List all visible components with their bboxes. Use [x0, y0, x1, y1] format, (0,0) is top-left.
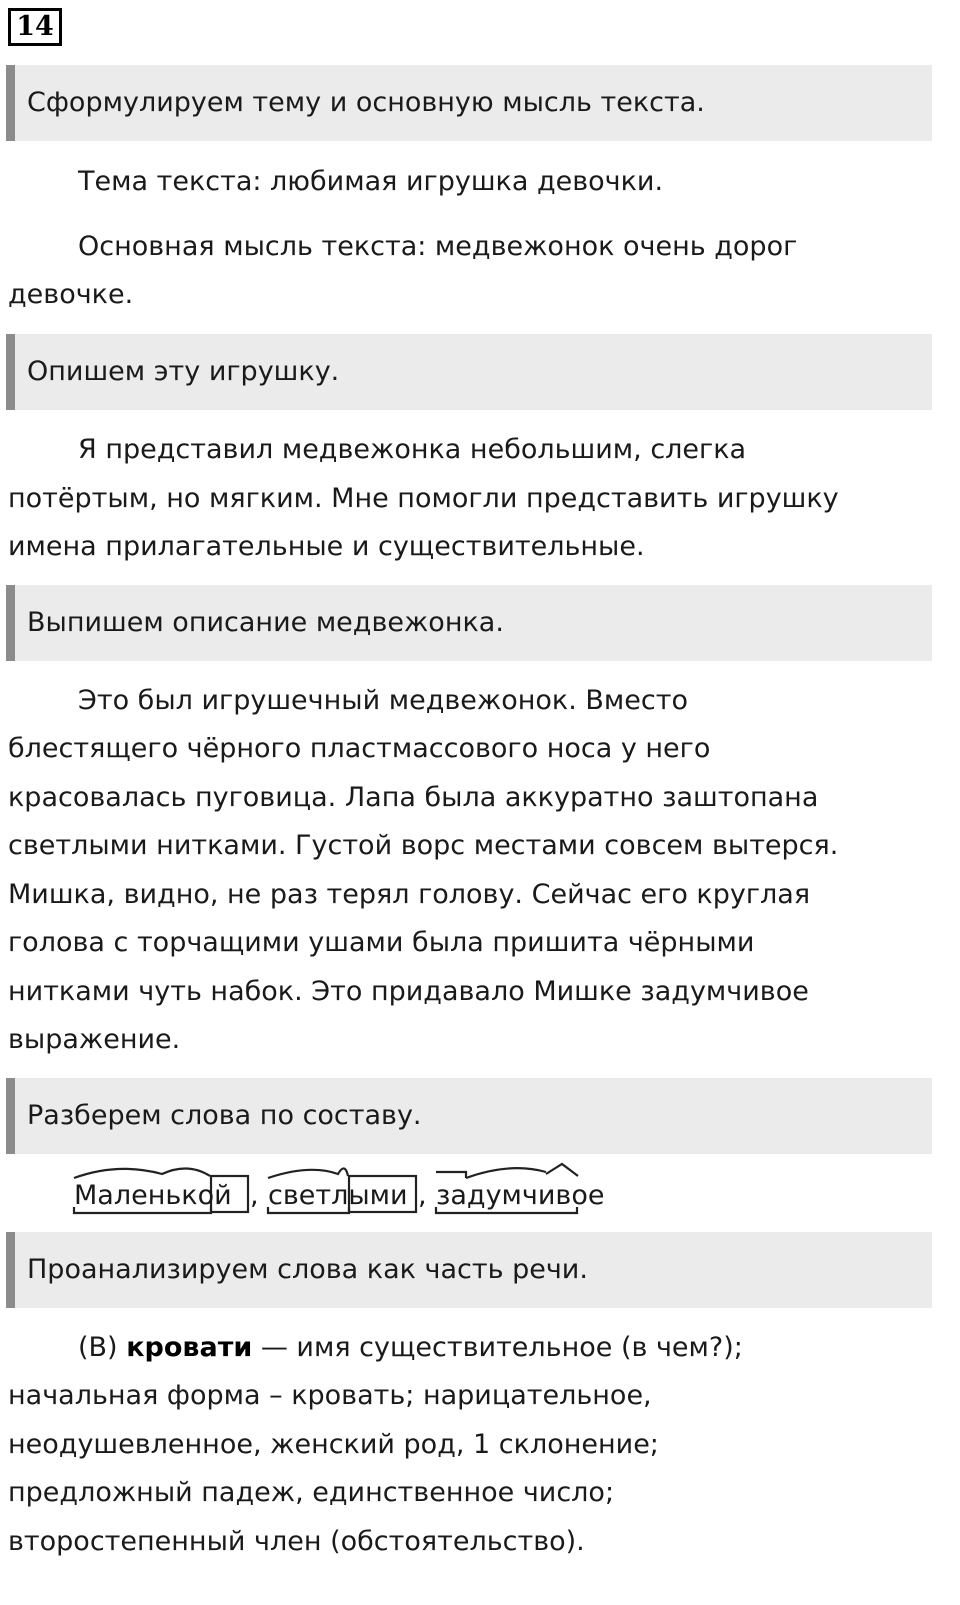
section-heading-excerpt	[6, 585, 932, 661]
analysis-line: неодушевленное, женский род, 1 склонение;	[8, 1429, 659, 1460]
excerpt-line: Это был игрушечный медвежонок. Вместо	[78, 685, 688, 716]
section-heading-text: Выпишем описание медвежонка.	[27, 607, 504, 638]
section-heading-text: Сформулируем тему и основную мысль текста.	[27, 87, 705, 118]
section-heading-theme	[6, 65, 932, 141]
morpheme-word: светлыми	[268, 1180, 408, 1211]
analysis-word: кровати	[126, 1332, 253, 1363]
main-idea-line: Основная мысль текста: медвежонок очень дорог	[78, 231, 798, 262]
morpheme-word: задумчивое	[436, 1180, 605, 1211]
morpheme-word: Маленькой	[74, 1180, 232, 1211]
excerpt-line: блестящего чёрного пластмассового носа у него	[8, 733, 711, 764]
section-heading-text: Проанализируем слова как часть речи.	[27, 1254, 588, 1285]
section-heading-morphemes	[6, 1078, 932, 1154]
morpheme-analysis	[70, 1160, 690, 1220]
excerpt-line: голова с торчащими ушами была пришита чёрными	[8, 927, 755, 958]
excerpt-line: красовалась пуговица. Лапа была аккуратно заштопана	[8, 782, 819, 813]
describe-line: имена прилагательные и существительные.	[8, 531, 645, 562]
describe-line: Я представил медвежонка небольшим, слегка	[78, 434, 747, 465]
excerpt-line: нитками чуть набок. Это придавало Мишке задумчивое	[8, 976, 809, 1007]
describe-line: потёртым, но мягким. Мне помогли представить игрушку	[8, 483, 839, 514]
excerpt-line: светлыми нитками. Густой ворс местами совсем вытерся.	[8, 830, 839, 861]
section-heading-analysis	[6, 1232, 932, 1308]
analysis-line: предложный падеж, единственное число;	[8, 1477, 615, 1508]
excerpt-line: выражение.	[8, 1024, 181, 1055]
analysis-line: второстепенный член (обстоятельство).	[8, 1526, 585, 1557]
section-heading-text: Опишем эту игрушку.	[27, 356, 340, 387]
theme-line: Тема текста: любимая игрушка девочки.	[78, 166, 664, 197]
main-idea-line-cont: девочке.	[8, 279, 134, 310]
word-separator: ,	[418, 1180, 427, 1211]
analysis-first-line	[8, 1324, 960, 1373]
analysis-description: — имя существительное (в чем?);	[252, 1332, 743, 1363]
analysis-line: начальная форма – кровать; нарицательное,	[8, 1380, 652, 1411]
task-number: 14	[8, 8, 62, 46]
excerpt-line: Мишка, видно, не раз терял голову. Сейчас его круглая	[8, 879, 811, 910]
analysis-prefix: (В)	[78, 1332, 127, 1363]
section-heading-describe	[6, 334, 932, 410]
word-separator: ,	[250, 1180, 259, 1211]
section-heading-text: Разберем слова по составу.	[27, 1100, 422, 1131]
